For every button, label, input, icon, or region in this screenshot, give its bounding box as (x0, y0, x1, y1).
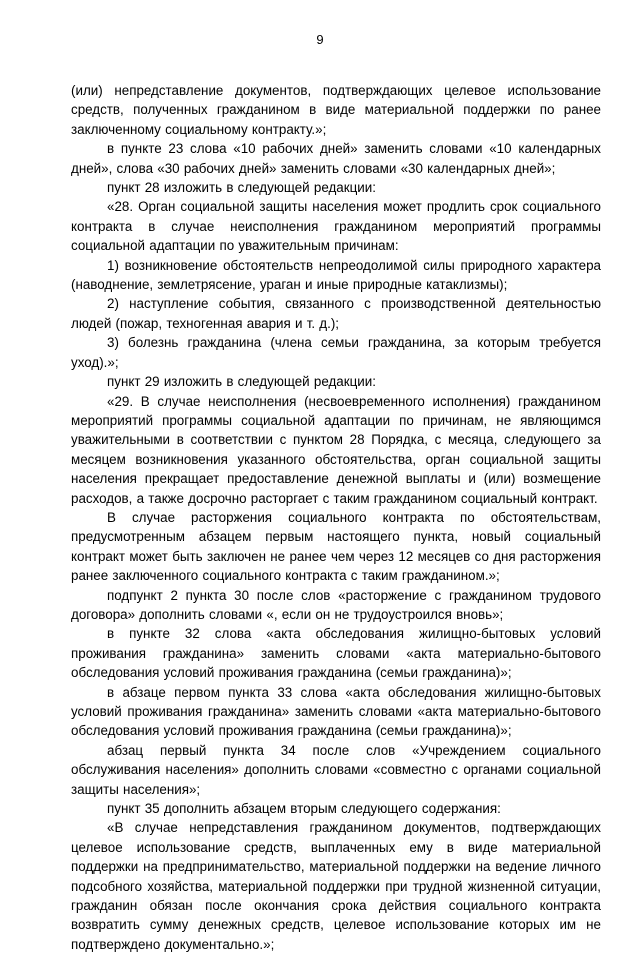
paragraph: подпункт 2 пункта 30 после слов «расторжение с гражданином трудового договора» дополнить словами «, если он не трудоустроился вновь»; (71, 587, 601, 622)
paragraph: «В случае непредставления гражданином документов, подтверждающих целевое использование средств, выплаченных ему в виде материальной поддержки на предпринимательство, материальной поддержки на ведение личного подсобного хозяйства, материальной поддержки при трудной жизненной ситуации, гражданин обязан после окончания срока действия социального контракта возвратить сумму денежных средств, целевое использование которых им не подтверждено документально.»; (71, 820, 601, 952)
paragraph: абзац первый пункта 34 после слов «Учреждением социального обслуживания населения» дополнить словами «совместно с органами социальной защиты населения»; (71, 742, 601, 797)
paragraph: в пункте 23 слова «10 рабочих дней» заменить словами «10 календарных дней», слова «30 рабочих дней» заменить словами «30 календарных дней»; (71, 141, 601, 176)
paragraph: «29. В случае неисполнения (несвоевременного исполнения) гражданином мероприятий программы социальной адаптации по причинам, не являющимся уважительными в соответствии с пунктом 28 Порядка, с месяца, следующего за месяцем возникновения указанного обстоятельства, орган социальной защиты населения прекращает предоставление денежной выплаты и (или) возмещение расходов, а также досрочно расторгает с таким гражданином социальный контракт. (71, 393, 601, 506)
paragraph: пункт 35 дополнить абзацем вторым следующего содержания: (107, 801, 501, 817)
document-body (71, 81, 601, 954)
paragraph: 3) болезнь гражданина (члена семьи гражданина, за которым требуется уход).»; (71, 335, 601, 370)
paragraph: В случае расторжения социального контракта по обстоятельствам, предусмотренным абзацем первым настоящего пункта, новый социальный контракт может быть заключен не ранее чем через 12 месяцев со дня расторжения ранее заключенного социального контракта с таким гражданином.»; (71, 509, 601, 584)
paragraph: пункт 28 изложить в следующей редакции: (107, 180, 376, 196)
paragraph: пункт 29 изложить в следующей редакции: (107, 374, 376, 390)
page-number: 9 (316, 32, 324, 47)
paragraph: в абзаце первом пункта 33 слова «акта обследования жилищно-бытовых условий проживания гражданина» заменить словами «акта материально-бытового обследования условий проживания гражданина (семьи гражданина)»; (71, 684, 601, 739)
paragraph: 1) возникновение обстоятельств непреодолимой силы природного характера (наводнение, землетрясение, ураган и иные природные катаклизмы); (71, 257, 601, 293)
paragraph: «28. Орган социальной защиты населения может продлить срок социального контракта в случае неисполнения гражданином мероприятий программы социальной адаптации по уважительным причинам: (71, 199, 601, 254)
paragraph: (или) непредставление документов, подтверждающих целевое использование средств, полученных гражданином в виде материальной поддержки по ранее заключенному социальному контракту.»; (71, 83, 601, 137)
paragraph: в пункте 32 слова «акта обследования жилищно-бытовых условий проживания гражданина» заменить словами «акта материально-бытового обследования условий проживания гражданина (семьи гражданина)»; (71, 626, 601, 681)
paragraph: 2) наступление события, связанного с производственной деятельностью людей (пожар, техногенная авария и т. д.); (71, 296, 601, 331)
